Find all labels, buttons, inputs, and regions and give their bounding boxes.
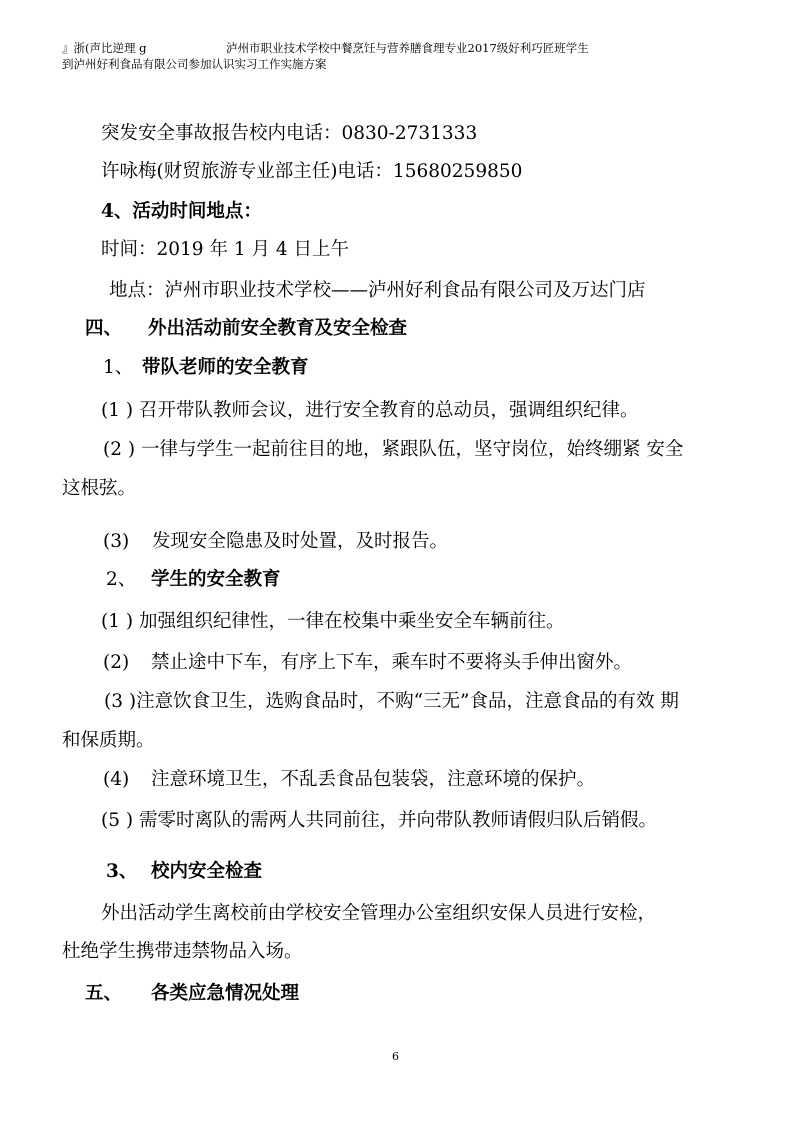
chapter-number-4: 四、: [85, 318, 123, 339]
list-item: 发现安全隐患及时处置，及时报告。: [152, 531, 449, 552]
chapter-number-5: 五、: [85, 983, 123, 1004]
list-item: (2 ) 一律与学生一起前往目的地，紧跟队伍，坚守岗位，始终绷紧 安全: [103, 439, 684, 460]
page-number: 6: [392, 1050, 399, 1063]
list-item-number: (3): [103, 531, 130, 552]
list-item-number: (4): [103, 769, 130, 790]
list-item: 注意环境卫生，不乱丢食品包装袋，注意环境的保护。: [151, 769, 596, 790]
paragraph-line: 杜绝学生携带违禁物品入场。: [62, 941, 303, 962]
list-item: (3 )注意饮食卫生，选购食品时，不购“三无”食品，注意食品的有效 期: [104, 691, 679, 712]
subsection-title-campus-check: 校内安全检查: [151, 861, 263, 882]
subsection-number-3: 3、: [106, 861, 138, 882]
chapter-title-emergency-handling: 各类应急情况处理: [151, 983, 300, 1004]
time-line: 时间：2019 年 1 月 4 日上午: [101, 239, 350, 260]
list-item-continuation: 和保质期。: [62, 730, 155, 751]
header-title: 泸州市职业技术学校中餐烹饪与营养膳食理专业2017级好利巧匠班学生: [226, 41, 589, 55]
list-item: (1 ) 召开带队教师会议，进行安全教育的总动员，强调组织纪律。: [101, 400, 639, 421]
subsection-title-teacher-education: 带队老师的安全教育: [142, 357, 309, 378]
chapter-title-safety-education: 外出活动前安全教育及安全检查: [148, 318, 408, 339]
list-item: (1 ) 加强组织纪律性，一律在校集中乘坐安全车辆前往。: [101, 611, 565, 632]
subsection-number-2: 2、: [106, 569, 137, 590]
paragraph-line: 外出活动学生离校前由学校安全管理办公室组织安保人员进行安检，: [101, 903, 657, 924]
list-item: 禁止途中下车，有序上下车，乘车时不要将头手伸出窗外。: [151, 652, 633, 673]
subsection-title-student-education: 学生的安全教育: [151, 569, 281, 590]
header-left-text: 』浙(声比逆理 g: [62, 41, 147, 55]
list-item-number: (2): [103, 652, 130, 673]
header-subtitle: 到泸州好利食品有限公司参加认识实习工作实施方案: [62, 57, 327, 71]
emergency-phone-line: 突发安全事故报告校内电话：0830-2731333: [101, 123, 478, 144]
place-line: 地点：泸州市职业技术学校——泸州好利食品有限公司及万达门店: [109, 280, 646, 301]
contact-phone-line: 许咏梅(财贸旅游专业部主任)电话：15680259850: [101, 161, 523, 182]
list-item-continuation: 这根弦。: [62, 478, 137, 499]
section-heading-time-place: 4、活动时间地点：: [101, 201, 262, 222]
subsection-number-1: 1、: [103, 357, 134, 378]
list-item: (5 ) 需零时离队的需两人共同前往，并向带队教师请假归队后销假。: [101, 810, 657, 831]
